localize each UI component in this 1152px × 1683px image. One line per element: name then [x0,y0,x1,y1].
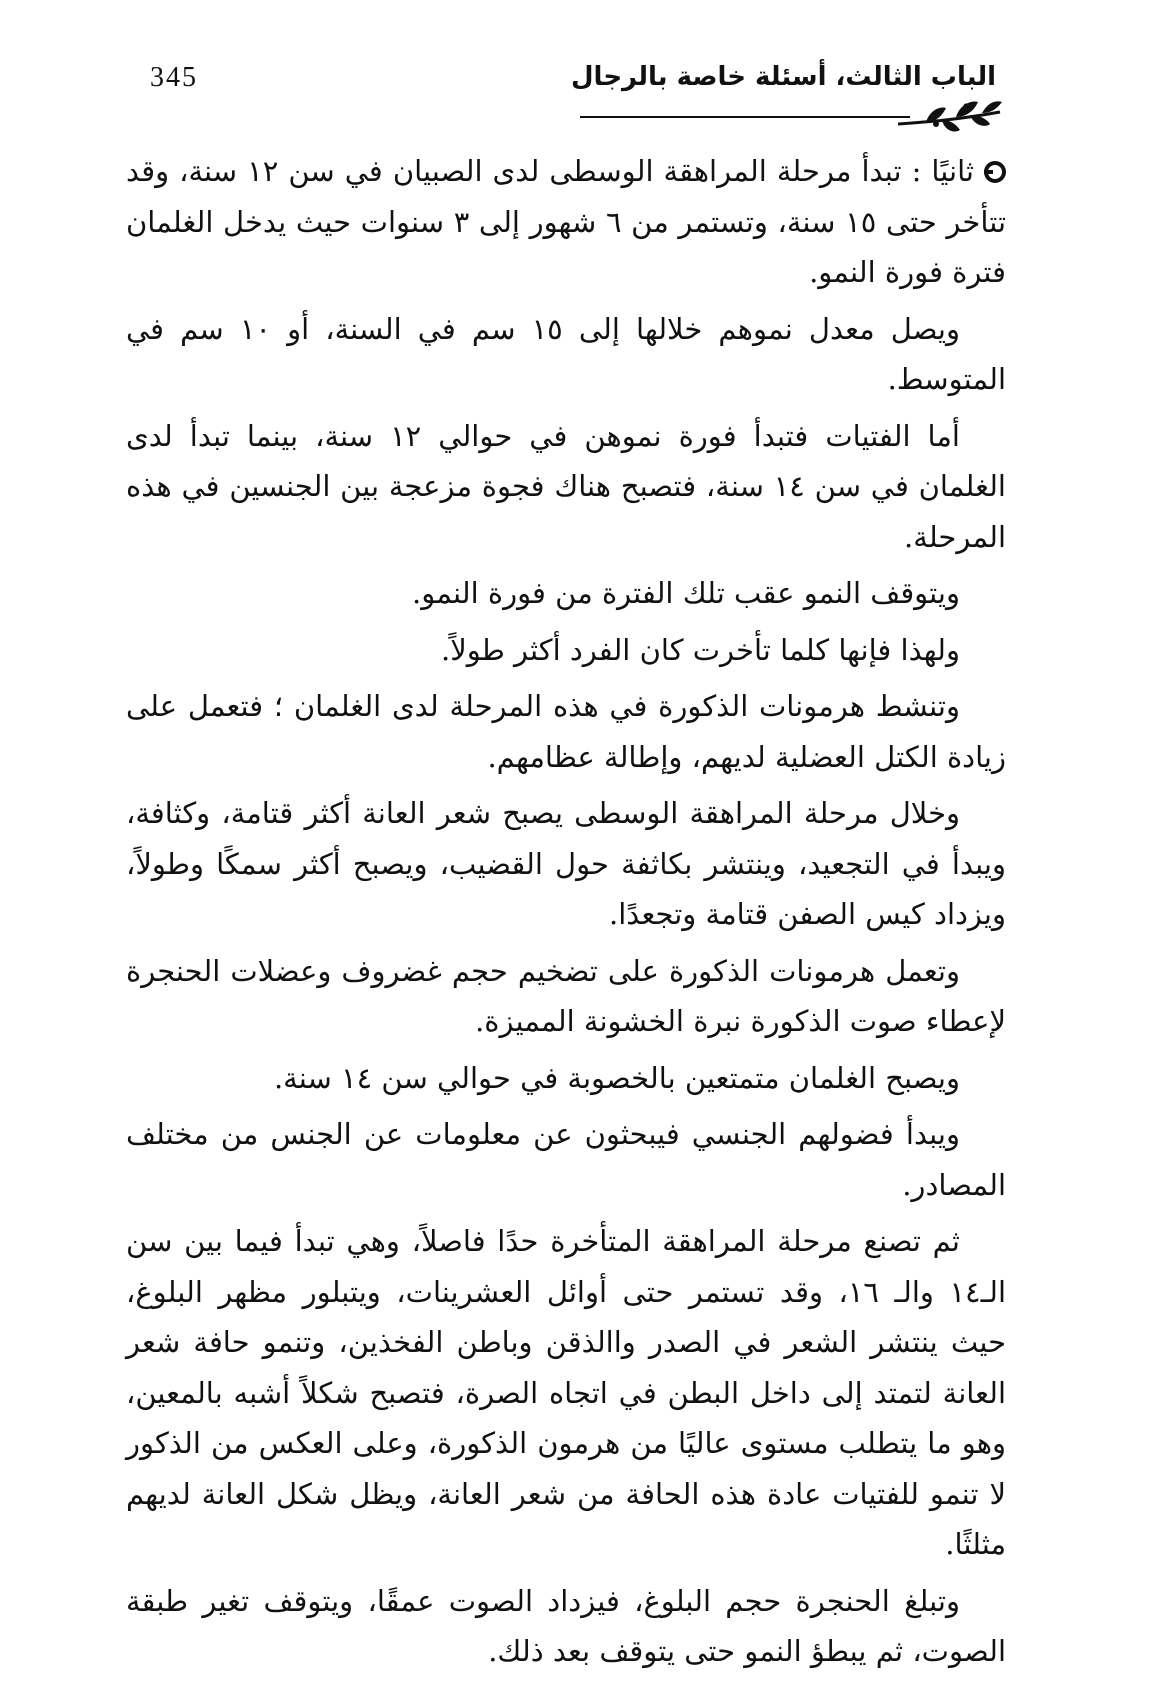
page-header [0,0,1152,140]
header-rule [580,116,910,118]
body-text [126,146,1006,1683]
bullet-circle-icon [984,161,1006,183]
page-number: 345 [150,62,198,93]
paragraph-7: وخلال مرحلة المراهقة الوسطى يصبح شعر العانة أكثر قتامة، وكثافة، ويبدأ في التجعيد، وينتشر بكاثفة حول القضيب، ويصبح أكثر سمكًا وطولاً، ويزداد كيس الصفن قتامة وتجعدًا. [126,796,1006,931]
paragraph-4: ويتوقف النمو عقب تلك الفترة من فورة النمو. [412,576,960,610]
paragraph-11: ثم تصنع مرحلة المراهقة المتأخرة حدًا فاصلاً، وهي تبدأ فيما بين سن الـ١٤ والـ ١٦، وقد تستمر حتى أوائل العشرينات، ويتبلور مظهر البلوغ، حيث ينتشر الشعر في الصدر واالذقن وباطن الفخذين، وتنمو حافة شعر العانة لتمتد إلى داخل البطن في اتجاه الصرة، فتصبح شكلاً أشبه بالمعين، وهو ما يتطلب مستوى عاليًا من هرمون الذكورة، وعلى العكس من الذكور لا تنمو للفتيات عادة هذه الحافة من شعر العانة، ويظل شكل العانة لديهم مثلثًا. [126,1224,1006,1561]
leaf-ornament-icon [896,94,1006,134]
paragraph-1-text: ثانيًا : تبدأ مرحلة المراهقة الوسطى لدى الصبيان في سن ١٢ سنة، وقد تتأخر حتى ١٥ سنة، وتستمر من ٦ شهور إلى ٣ سنوات حيث يدخل الغلمان فترة فورة النمو. [126,154,1007,289]
running-title: الباب الثالث، أسئلة خاصة بالرجال [571,62,996,92]
paragraph-12: وتبلغ الحنجرة حجم البلوغ، فيزداد الصوت عمقًا، ويتوقف تغير طبقة الصوت، ثم يبطؤ النمو حتى يتوقف بعد ذلك. [126,1583,1006,1668]
paragraph-5: ولهذا فإنها كلما تأخرت كان الفرد أكثر طولاً. [441,632,960,667]
paragraph-2: ويصل معدل نموهم خلالها إلى ١٥ سم في السنة، أو ١٠ سم في المتوسط. [126,311,1006,396]
paragraph-6: وتنشط هرمونات الذكورة في هذه المرحلة لدى الغلمان ؛ فتعمل على زيادة الكتل العضلية لديهم، وإطالة عظامهم. [126,689,1006,774]
paragraph-9: ويصبح الغلمان متمتعين بالخصوبة في حوالي سن ١٤ سنة. [273,1060,960,1095]
paragraph-8: وتعمل هرمونات الذكورة على تضخيم حجم غضروف وعضلات الحنجرة لإعطاء صوت الذكورة نبرة الخشونة المميزة. [126,953,1006,1038]
paragraph-3: أما الفتيات فتبدأ فورة نموهن في حوالي ١٢ سنة، بينما تبدأ لدى الغلمان في سن ١٤ سنة، فتصبح هناك فجوة مزعجة بين الجنسين في هذه المرحلة. [126,418,1006,554]
paragraph-10: ويبدأ فضولهم الجنسي فيبحثون عن معلومات عن الجنس من مختلف المصادر. [126,1117,1006,1202]
paragraph-1 [126,146,1006,298]
